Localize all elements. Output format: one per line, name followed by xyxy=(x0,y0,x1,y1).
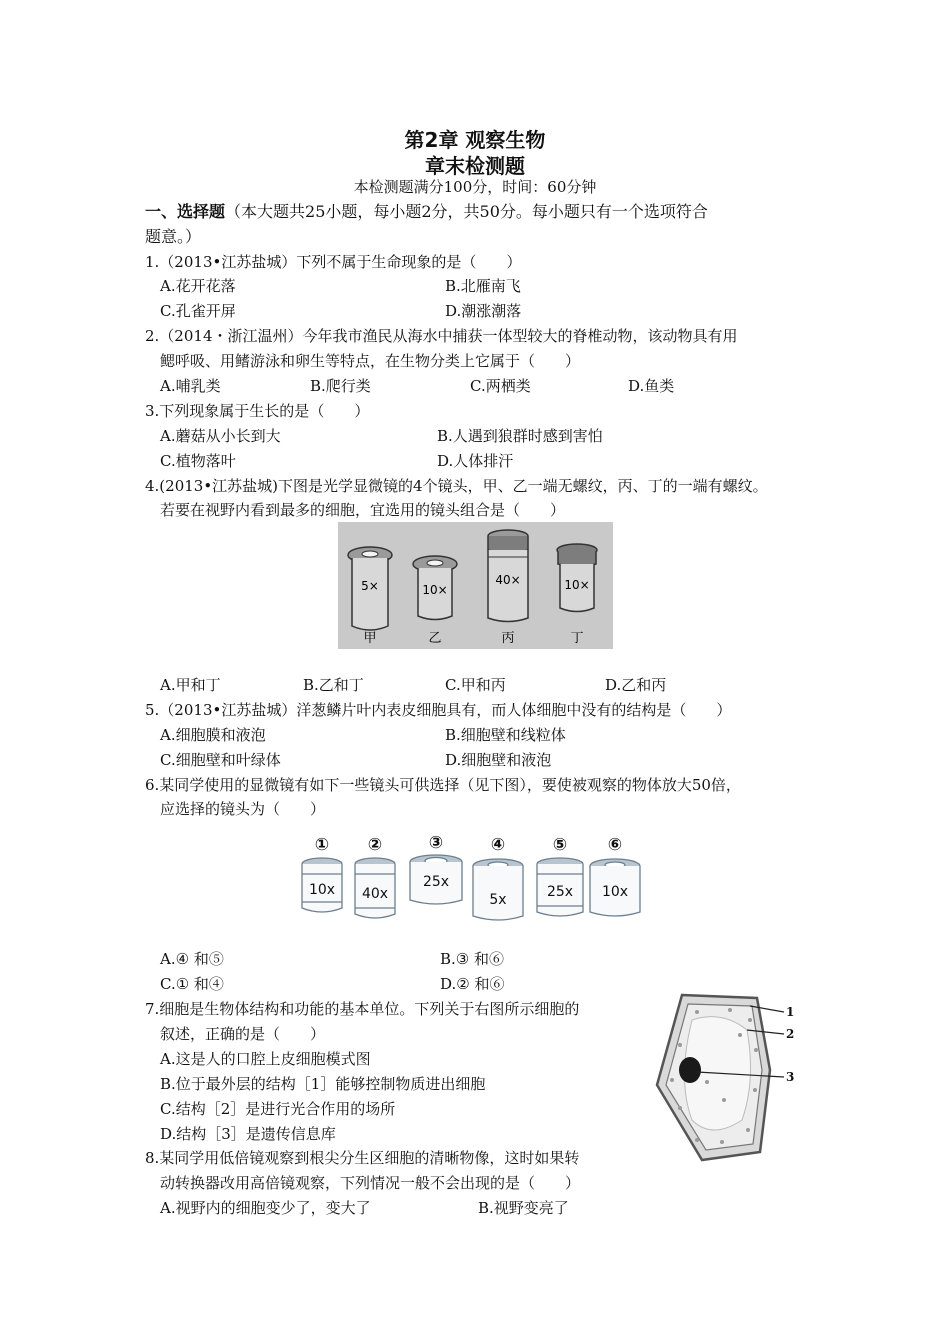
q6-lens-figure xyxy=(295,830,645,930)
lens-2-number: ② xyxy=(367,835,383,855)
q4-option-a: A.甲和丁 xyxy=(160,676,221,694)
q5-option-d: D.细胞壁和液泡 xyxy=(445,751,552,769)
lens-5-mag: 25x xyxy=(546,884,574,900)
section-heading-line xyxy=(145,202,708,222)
q3-option-b: B.人遇到狼群时感到害怕 xyxy=(437,427,603,445)
page-title: 第2章 观察生物 xyxy=(404,128,546,152)
q8-stem-2: 动转换器改用高倍镜观察，下列情况一般不会出现的是（ ） xyxy=(160,1174,581,1192)
q6-option-b: B.③ 和⑥ xyxy=(440,950,505,968)
page-subtitle: 章末检测题 xyxy=(425,154,525,178)
q6-option-a: A.④ 和⑤ xyxy=(160,950,224,968)
q2-option-d: D.鱼类 xyxy=(628,377,675,395)
q7-option-c: C.结构［2］是进行光合作用的场所 xyxy=(160,1100,396,1118)
q3-stem: 3.下列现象属于生长的是（ ） xyxy=(145,402,370,420)
q1-option-a: A.花开花落 xyxy=(160,277,236,295)
lens-6-number: ⑥ xyxy=(607,835,623,855)
q3-option-d: D.人体排汗 xyxy=(437,452,514,470)
lens-jia-mag: 5× xyxy=(361,579,379,593)
lens-ding-name: 丁 xyxy=(570,631,584,646)
lens-2-mag: 40x xyxy=(361,886,389,902)
q6-option-c: C.① 和④ xyxy=(160,975,224,993)
lens-6-mag: 10x xyxy=(601,884,629,900)
lens-1-mag: 10x xyxy=(308,882,336,898)
q4-option-d: D.乙和丙 xyxy=(605,676,667,694)
lens-yi-mag: 10× xyxy=(422,583,448,597)
q6-option-d: D.② 和⑥ xyxy=(440,975,505,993)
q1-option-b: B.北雁南飞 xyxy=(445,277,521,295)
q7-option-b: B.位于最外层的结构［1］能够控制物质进出细胞 xyxy=(160,1075,486,1093)
q7-stem-2: 叙述，正确的是（ ） xyxy=(160,1025,326,1043)
q2-option-a: A.哺乳类 xyxy=(160,377,221,395)
q5-option-c: C.细胞壁和叶绿体 xyxy=(160,751,281,769)
q6-stem-2: 应选择的镜头为（ ） xyxy=(160,800,326,818)
lens-5-number: ⑤ xyxy=(552,835,568,855)
q1-option-c: C.孔雀开屏 xyxy=(160,302,236,320)
lens-bing-name: 丙 xyxy=(501,631,515,646)
lens-4-mag: 5x xyxy=(489,892,507,908)
q3-option-c: C.植物落叶 xyxy=(160,452,236,470)
q4-lens-figure xyxy=(338,522,613,649)
q5-stem: 5.（2013•江苏盐城）洋葱鳞片叶内表皮细胞具有，而人体细胞中没有的结构是（ ） xyxy=(145,701,732,719)
q5-option-a: A.细胞膜和液泡 xyxy=(160,726,266,744)
q4-stem-2: 若要在视野内看到最多的细胞，宜选用的镜头组合是（ ） xyxy=(160,501,566,519)
lens-jia-name: 甲 xyxy=(363,631,377,646)
q7-option-d: D.结构［3］是遗传信息库 xyxy=(160,1125,336,1143)
q4-option-b: B.乙和丁 xyxy=(303,676,364,694)
cell-label-3: 3 xyxy=(786,1070,795,1084)
lens-ding-mag: 10× xyxy=(564,578,590,592)
section-desc-cont: 题意。） xyxy=(145,227,202,246)
q7-option-a: A.这是人的口腔上皮细胞模式图 xyxy=(160,1050,371,1068)
lens-3-number: ③ xyxy=(428,833,444,853)
q2-stem-2: 鳃呼吸、用鳍游泳和卵生等特点，在生物分类上它属于（ ） xyxy=(160,352,581,370)
section-heading: 一、选择题 xyxy=(145,202,226,221)
q2-stem-1: 2.（2014・浙江温州）今年我市渔民从海水中捕获一体型较大的脊椎动物，该动物具有用 xyxy=(145,327,738,345)
nucleus xyxy=(679,1057,701,1083)
section-desc: （本大题共25小题，每小题2分，共50分。每小题只有一个选项符合 xyxy=(225,202,708,221)
q2-option-b: B.爬行类 xyxy=(310,377,371,395)
lens-bing-mag: 40× xyxy=(495,573,521,587)
cell-label-2: 2 xyxy=(786,1027,795,1041)
cell-label-1: 1 xyxy=(786,1005,795,1019)
q7-stem-1: 7.细胞是生物体结构和功能的基本单位。下列关于右图所示细胞的 xyxy=(145,1000,580,1018)
q8-stem-1: 8.某同学用低倍镜观察到根尖分生区细胞的清晰物像，这时如果转 xyxy=(145,1149,580,1167)
q7-cell-figure xyxy=(652,990,802,1165)
q6-stem-1: 6.某同学使用的显微镜有如下一些镜头可供选择（见下图），要使被观察的物体放大50倍， xyxy=(145,776,741,794)
lens-4-icon xyxy=(473,859,523,920)
lens-4-number: ④ xyxy=(490,835,506,855)
q1-stem: 1.（2013•江苏盐城）下列不属于生命现象的是（ ） xyxy=(145,253,522,271)
q2-option-c: C.两栖类 xyxy=(470,377,531,395)
q3-option-a: A.蘑菇从小长到大 xyxy=(160,427,281,445)
q5-option-b: B.细胞壁和线粒体 xyxy=(445,726,566,744)
q8-option-b: B.视野变亮了 xyxy=(478,1199,569,1217)
lens-1-number: ① xyxy=(314,835,330,855)
q1-option-d: D.潮涨潮落 xyxy=(445,302,522,320)
q4-stem-1: 4.(2013•江苏盐城)下图是光学显微镜的4个镜头，甲、乙一端无螺纹，丙、丁的一端有螺纹。 xyxy=(145,477,768,495)
q8-option-a: A.视野内的细胞变少了，变大了 xyxy=(160,1199,371,1217)
q4-option-c: C.甲和丙 xyxy=(445,676,506,694)
lens-yi-name: 乙 xyxy=(428,631,442,646)
exam-info: 本检测题满分100分，时间：60分钟 xyxy=(353,178,597,196)
lens-3-mag: 25x xyxy=(422,874,450,890)
